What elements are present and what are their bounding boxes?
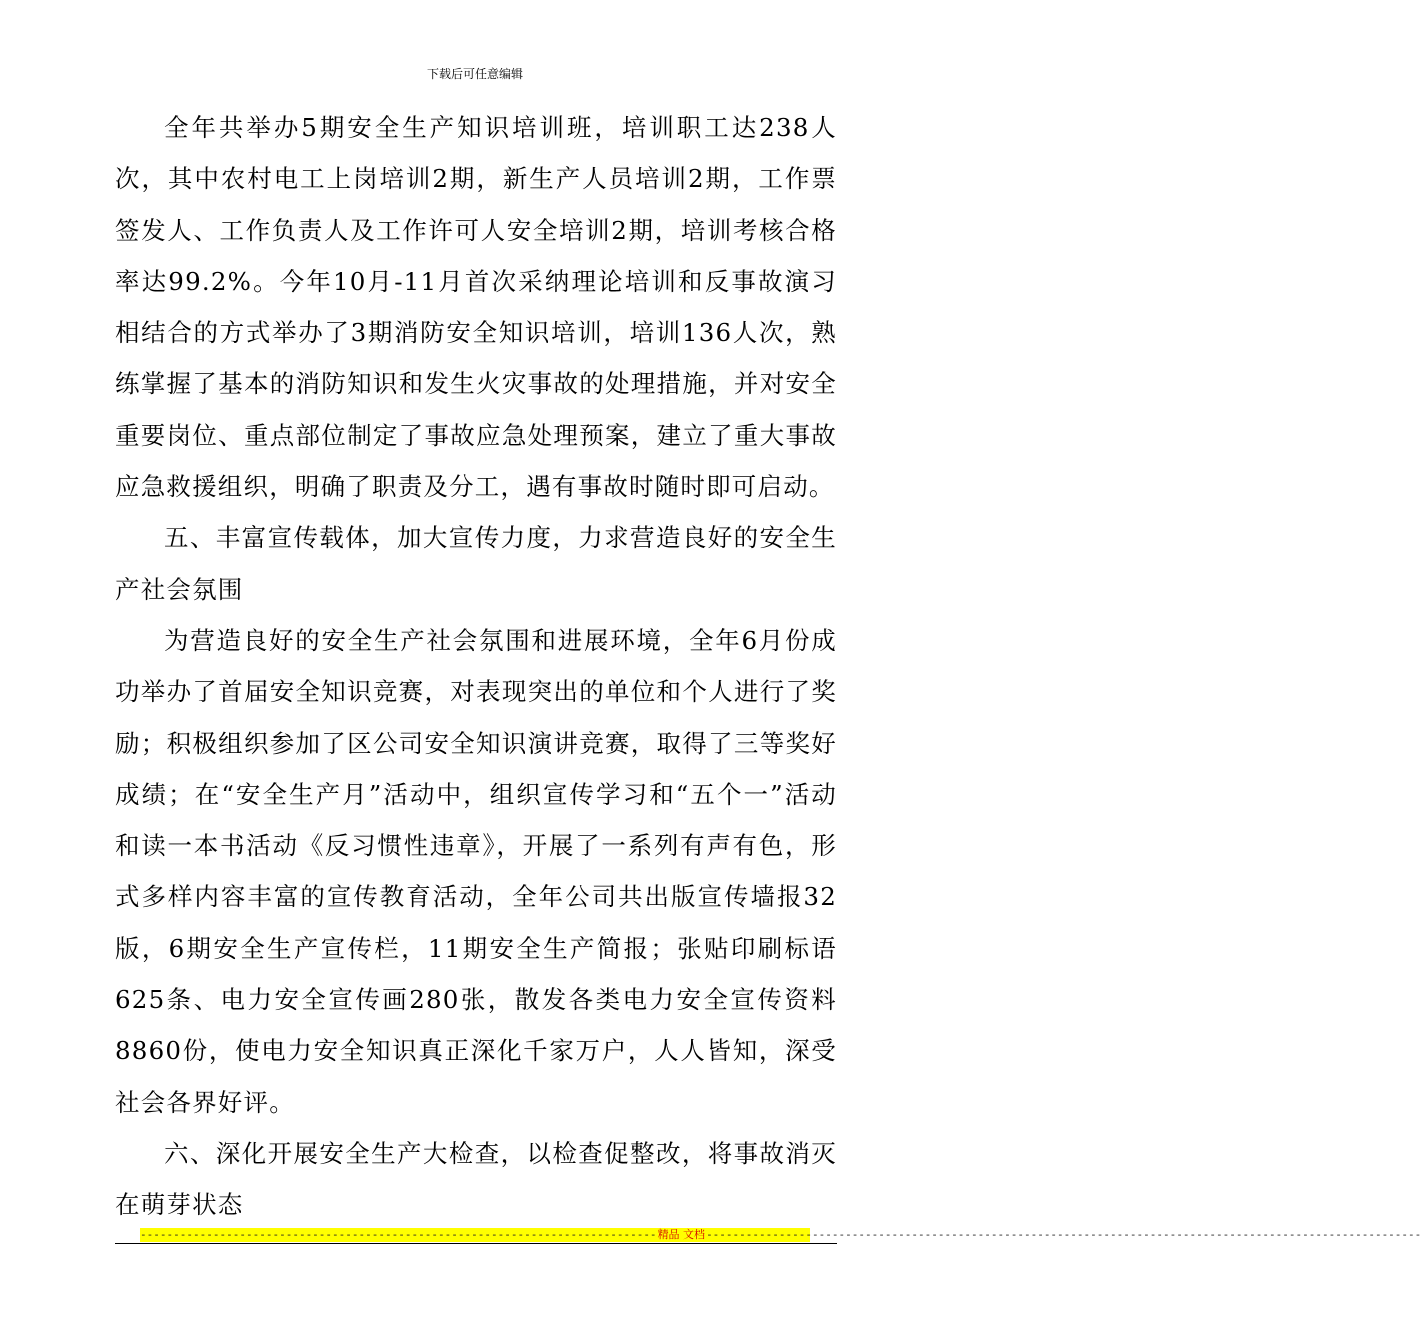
paragraph-publicity: 为营造良好的安全生产社会氛围和进展环境，全年6月份成功举办了首届安全知识竞赛，对表现突出的单位和个人进行了奖励；积极组织参加了区公司安全知识演讲竞赛，取得了三等奖好成绩；在“安全生产月”活动中，组织宣传学习和“五个一”活动和读一本书活动《反习惯性违章》，开展了一系列有声有色，形式多样内容丰富的宣传教育活动，全年公司共出版宣传墙报32版，6期安全生产宣传栏，11期安全生产简报；张贴印刷标语625条、电力安全宣传画280张，散发各类电力安全宣传资料8860份，使电力安全知识真正深化千家万户，人人皆知，深受社会各界好评。 xyxy=(115,625,837,1117)
footer-banner xyxy=(140,1228,1421,1242)
page-header: 下载后可任意编辑 xyxy=(426,67,523,81)
footer-dashes-right: ------------------------------------------------------------------------------------------------------------ xyxy=(706,1228,1421,1241)
section-heading-six: 六、深化开展安全生产大检查，以检查促整改，将事故消灭在萌芽状态 xyxy=(115,1138,837,1220)
footer-rule xyxy=(115,1243,837,1244)
footer-dashes-left: ------------------------------------------------------------------------------ xyxy=(140,1228,657,1241)
section-heading-five: 五、丰富宣传载体，加大宣传力度，力求营造良好的安全生产社会氛围 xyxy=(115,523,837,604)
document-body xyxy=(115,102,837,1231)
footer-label: 精品 文档 xyxy=(657,1228,706,1241)
paragraph-training: 全年共举办5期安全生产知识培训班，培训职工达238人次，其中农村电工上岗培训2期，新生产人员培训2期，工作票签发人、工作负责人及工作许可人安全培训2期，培训考核合格率达99.2%。今年10月-11月首次采纳理论培训和反事故演习相结合的方式举办了3期消防安全知识培训，培训136人次，熟练掌握了基本的消防知识和发生火灾事故的处理措施，并对安全重要岗位、重点部位制定了事故应急处理预案，建立了重大事故应急救援组织，明确了职责及分工，遇有事故时随时即可启动。 xyxy=(115,113,837,502)
